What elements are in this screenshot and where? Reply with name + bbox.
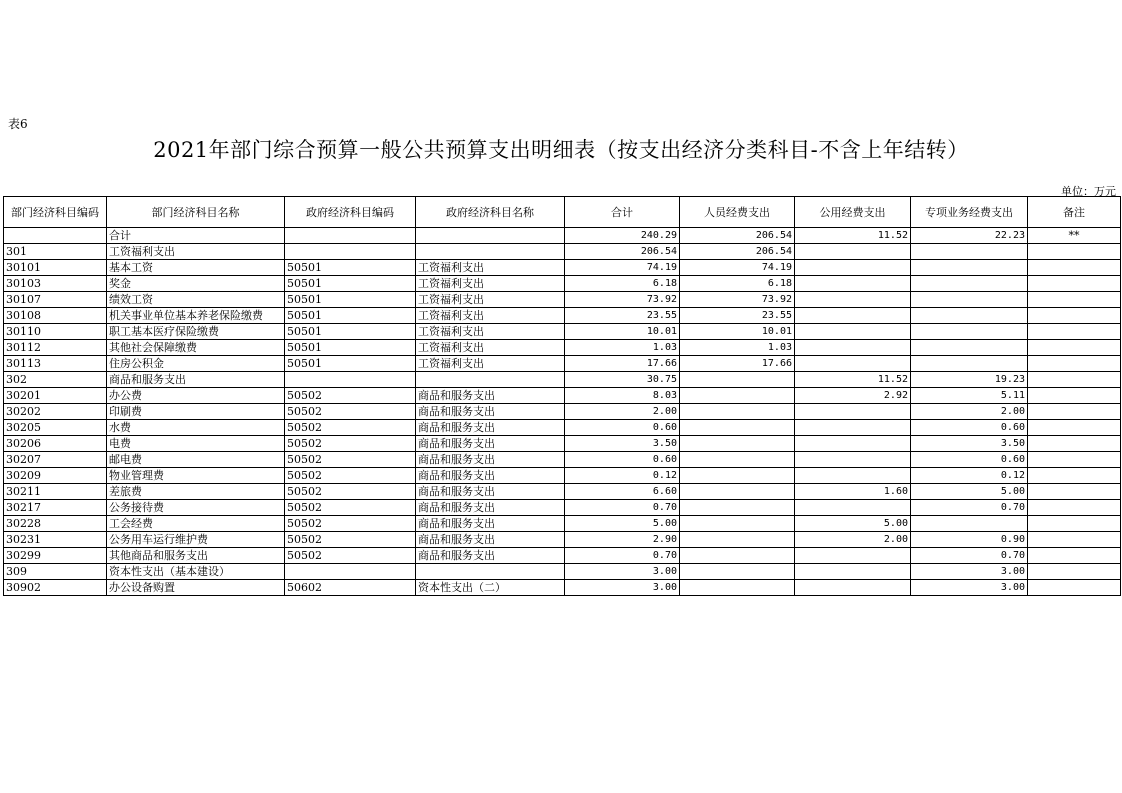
header-total: 合计 (565, 197, 680, 228)
cell-special: 0.60 (911, 452, 1028, 468)
cell-public (795, 452, 911, 468)
cell-dept-name: 电费 (107, 436, 285, 452)
cell-note (1028, 564, 1121, 580)
cell-gov-name: 工资福利支出 (416, 260, 565, 276)
cell-dept-name: 资本性支出（基本建设） (107, 564, 285, 580)
cell-personnel (680, 452, 795, 468)
cell-public (795, 276, 911, 292)
cell-gov-code: 50502 (285, 436, 416, 452)
table-number: 表6 (8, 117, 28, 131)
cell-gov-code: 50501 (285, 292, 416, 308)
table-row (4, 500, 1121, 516)
table-row (4, 436, 1121, 452)
cell-total: 2.00 (565, 404, 680, 420)
budget-table (3, 196, 1121, 596)
cell-dept-code: 30231 (4, 532, 107, 548)
cell-gov-code (285, 564, 416, 580)
table-row (4, 580, 1121, 596)
cell-public (795, 548, 911, 564)
cell-gov-code (285, 244, 416, 260)
cell-total: 0.12 (565, 468, 680, 484)
cell-public: 5.00 (795, 516, 911, 532)
cell-special: 22.23 (911, 228, 1028, 244)
cell-public (795, 244, 911, 260)
cell-gov-name (416, 228, 565, 244)
cell-dept-code: 30217 (4, 500, 107, 516)
cell-gov-code: 50602 (285, 580, 416, 596)
cell-gov-name: 工资福利支出 (416, 276, 565, 292)
cell-note (1028, 404, 1121, 420)
cell-dept-name: 差旅费 (107, 484, 285, 500)
cell-personnel: 23.55 (680, 308, 795, 324)
cell-dept-name: 合计 (107, 228, 285, 244)
cell-special (911, 276, 1028, 292)
header-row (4, 197, 1121, 228)
cell-gov-name: 商品和服务支出 (416, 468, 565, 484)
cell-special: 3.00 (911, 564, 1028, 580)
table-row (4, 452, 1121, 468)
cell-total: 3.00 (565, 580, 680, 596)
cell-dept-code: 30108 (4, 308, 107, 324)
cell-gov-name: 工资福利支出 (416, 308, 565, 324)
cell-public: 1.60 (795, 484, 911, 500)
cell-total: 17.66 (565, 356, 680, 372)
cell-note (1028, 276, 1121, 292)
cell-public (795, 340, 911, 356)
cell-special: 3.00 (911, 580, 1028, 596)
table-row (4, 388, 1121, 404)
cell-public: 2.92 (795, 388, 911, 404)
cell-gov-name: 工资福利支出 (416, 292, 565, 308)
cell-personnel: 206.54 (680, 228, 795, 244)
cell-total: 5.00 (565, 516, 680, 532)
cell-personnel (680, 500, 795, 516)
header-personnel: 人员经费支出 (680, 197, 795, 228)
table-row (4, 356, 1121, 372)
cell-note (1028, 452, 1121, 468)
category-row (4, 564, 1121, 580)
cell-gov-name (416, 564, 565, 580)
cell-gov-code: 50502 (285, 468, 416, 484)
cell-dept-code: 30101 (4, 260, 107, 276)
cell-gov-code (285, 372, 416, 388)
header-special: 专项业务经费支出 (911, 197, 1028, 228)
header-gov-name: 政府经济科目名称 (416, 197, 565, 228)
cell-dept-code: 302 (4, 372, 107, 388)
cell-total: 3.50 (565, 436, 680, 452)
cell-dept-name: 办公费 (107, 388, 285, 404)
cell-public (795, 404, 911, 420)
table-body (4, 228, 1121, 596)
table-row (4, 484, 1121, 500)
cell-gov-name (416, 372, 565, 388)
table-row (4, 532, 1121, 548)
cell-dept-name: 其他社会保障缴费 (107, 340, 285, 356)
cell-note (1028, 532, 1121, 548)
table-row (4, 340, 1121, 356)
table-row (4, 516, 1121, 532)
cell-total: 23.55 (565, 308, 680, 324)
cell-special (911, 324, 1028, 340)
cell-dept-code: 309 (4, 564, 107, 580)
cell-note (1028, 244, 1121, 260)
cell-note (1028, 468, 1121, 484)
cell-gov-name: 商品和服务支出 (416, 484, 565, 500)
cell-note (1028, 388, 1121, 404)
cell-gov-name: 商品和服务支出 (416, 436, 565, 452)
cell-public (795, 324, 911, 340)
cell-total: 0.60 (565, 452, 680, 468)
cell-gov-code: 50502 (285, 500, 416, 516)
cell-total: 10.01 (565, 324, 680, 340)
cell-public (795, 468, 911, 484)
cell-dept-name: 印刷费 (107, 404, 285, 420)
cell-gov-code: 50502 (285, 388, 416, 404)
cell-gov-code: 50502 (285, 516, 416, 532)
cell-dept-name: 住房公积金 (107, 356, 285, 372)
cell-dept-name: 公务接待费 (107, 500, 285, 516)
cell-special: 5.00 (911, 484, 1028, 500)
cell-note: ** (1028, 228, 1121, 244)
cell-dept-name: 基本工资 (107, 260, 285, 276)
cell-personnel (680, 468, 795, 484)
cell-gov-name: 工资福利支出 (416, 324, 565, 340)
cell-personnel (680, 516, 795, 532)
cell-special (911, 356, 1028, 372)
cell-note (1028, 548, 1121, 564)
cell-public: 11.52 (795, 372, 911, 388)
cell-dept-code: 301 (4, 244, 107, 260)
cell-dept-code: 30209 (4, 468, 107, 484)
cell-public (795, 292, 911, 308)
cell-note (1028, 292, 1121, 308)
table-row (4, 420, 1121, 436)
cell-special (911, 308, 1028, 324)
cell-gov-name: 商品和服务支出 (416, 452, 565, 468)
cell-public (795, 500, 911, 516)
cell-note (1028, 356, 1121, 372)
cell-note (1028, 260, 1121, 276)
cell-gov-code: 50501 (285, 276, 416, 292)
cell-dept-code: 30207 (4, 452, 107, 468)
cell-note (1028, 516, 1121, 532)
cell-gov-code: 50501 (285, 308, 416, 324)
category-row (4, 244, 1121, 260)
cell-dept-name: 水费 (107, 420, 285, 436)
cell-note (1028, 324, 1121, 340)
header-gov-code: 政府经济科目编码 (285, 197, 416, 228)
cell-special: 0.60 (911, 420, 1028, 436)
cell-dept-code: 30206 (4, 436, 107, 452)
cell-special (911, 516, 1028, 532)
cell-gov-code (285, 228, 416, 244)
cell-public (795, 436, 911, 452)
cell-total: 0.70 (565, 500, 680, 516)
cell-dept-name: 邮电费 (107, 452, 285, 468)
cell-personnel (680, 564, 795, 580)
cell-dept-name: 职工基本医疗保险缴费 (107, 324, 285, 340)
cell-gov-name: 商品和服务支出 (416, 548, 565, 564)
cell-note (1028, 372, 1121, 388)
cell-note (1028, 340, 1121, 356)
cell-gov-name: 资本性支出（二） (416, 580, 565, 596)
cell-dept-name: 绩效工资 (107, 292, 285, 308)
cell-public (795, 564, 911, 580)
cell-personnel: 6.18 (680, 276, 795, 292)
cell-special: 0.70 (911, 500, 1028, 516)
table-row (4, 468, 1121, 484)
cell-total: 1.03 (565, 340, 680, 356)
cell-personnel (680, 532, 795, 548)
category-row (4, 372, 1121, 388)
cell-dept-code (4, 228, 107, 244)
cell-special: 19.23 (911, 372, 1028, 388)
cell-public (795, 356, 911, 372)
cell-gov-name: 商品和服务支出 (416, 420, 565, 436)
cell-special (911, 292, 1028, 308)
cell-gov-name (416, 244, 565, 260)
cell-dept-code: 30112 (4, 340, 107, 356)
cell-dept-code: 30205 (4, 420, 107, 436)
cell-personnel: 10.01 (680, 324, 795, 340)
cell-public (795, 260, 911, 276)
page-title: 2021年部门综合预算一般公共预算支出明细表（按支出经济分类科目-不含上年结转） (153, 138, 969, 162)
cell-total: 6.60 (565, 484, 680, 500)
cell-dept-code: 30902 (4, 580, 107, 596)
cell-personnel (680, 580, 795, 596)
table-row (4, 276, 1121, 292)
cell-public (795, 420, 911, 436)
cell-dept-name: 工会经费 (107, 516, 285, 532)
cell-note (1028, 308, 1121, 324)
cell-personnel: 73.92 (680, 292, 795, 308)
cell-public (795, 308, 911, 324)
cell-personnel (680, 388, 795, 404)
cell-dept-code: 30201 (4, 388, 107, 404)
cell-special: 0.70 (911, 548, 1028, 564)
cell-gov-name: 工资福利支出 (416, 356, 565, 372)
table-row (4, 548, 1121, 564)
cell-note (1028, 500, 1121, 516)
cell-gov-name: 商品和服务支出 (416, 388, 565, 404)
table-row (4, 260, 1121, 276)
cell-dept-name: 奖金 (107, 276, 285, 292)
cell-special: 2.00 (911, 404, 1028, 420)
cell-personnel: 17.66 (680, 356, 795, 372)
cell-dept-code: 30103 (4, 276, 107, 292)
cell-note (1028, 420, 1121, 436)
cell-personnel (680, 548, 795, 564)
cell-note (1028, 484, 1121, 500)
unit-label: 单位：万元 (1061, 185, 1116, 198)
cell-total: 2.90 (565, 532, 680, 548)
cell-personnel (680, 372, 795, 388)
cell-gov-code: 50501 (285, 356, 416, 372)
cell-total: 74.19 (565, 260, 680, 276)
cell-gov-name: 工资福利支出 (416, 340, 565, 356)
cell-special: 0.90 (911, 532, 1028, 548)
cell-special (911, 340, 1028, 356)
cell-dept-name: 公务用车运行维护费 (107, 532, 285, 548)
header-note: 备注 (1028, 197, 1121, 228)
cell-gov-code: 50502 (285, 420, 416, 436)
table-row (4, 308, 1121, 324)
cell-total: 206.54 (565, 244, 680, 260)
cell-dept-code: 30110 (4, 324, 107, 340)
cell-public (795, 580, 911, 596)
header-public: 公用经费支出 (795, 197, 911, 228)
cell-dept-code: 30228 (4, 516, 107, 532)
cell-dept-code: 30113 (4, 356, 107, 372)
cell-gov-name: 商品和服务支出 (416, 500, 565, 516)
cell-gov-code: 50501 (285, 340, 416, 356)
cell-gov-code: 50502 (285, 532, 416, 548)
cell-dept-name: 办公设备购置 (107, 580, 285, 596)
cell-gov-code: 50502 (285, 452, 416, 468)
cell-total: 73.92 (565, 292, 680, 308)
total-row (4, 228, 1121, 244)
cell-personnel (680, 404, 795, 420)
cell-personnel: 74.19 (680, 260, 795, 276)
cell-total: 240.29 (565, 228, 680, 244)
cell-gov-code: 50502 (285, 548, 416, 564)
cell-dept-name: 其他商品和服务支出 (107, 548, 285, 564)
cell-gov-name: 商品和服务支出 (416, 516, 565, 532)
cell-dept-name: 工资福利支出 (107, 244, 285, 260)
table-row (4, 324, 1121, 340)
cell-special (911, 244, 1028, 260)
cell-dept-code: 30299 (4, 548, 107, 564)
cell-gov-code: 50501 (285, 324, 416, 340)
cell-personnel: 206.54 (680, 244, 795, 260)
cell-gov-name: 商品和服务支出 (416, 532, 565, 548)
cell-dept-code: 30107 (4, 292, 107, 308)
cell-gov-code: 50501 (285, 260, 416, 276)
cell-gov-name: 商品和服务支出 (416, 404, 565, 420)
cell-total: 0.60 (565, 420, 680, 436)
cell-total: 3.00 (565, 564, 680, 580)
cell-dept-code: 30211 (4, 484, 107, 500)
cell-dept-name: 机关事业单位基本养老保险缴费 (107, 308, 285, 324)
cell-total: 8.03 (565, 388, 680, 404)
cell-note (1028, 436, 1121, 452)
header-dept-name: 部门经济科目名称 (107, 197, 285, 228)
cell-personnel (680, 436, 795, 452)
cell-total: 30.75 (565, 372, 680, 388)
cell-special: 0.12 (911, 468, 1028, 484)
header-dept-code: 部门经济科目编码 (4, 197, 107, 228)
table-row (4, 404, 1121, 420)
cell-total: 0.70 (565, 548, 680, 564)
cell-personnel (680, 484, 795, 500)
cell-gov-code: 50502 (285, 404, 416, 420)
cell-personnel (680, 420, 795, 436)
cell-dept-code: 30202 (4, 404, 107, 420)
cell-special (911, 260, 1028, 276)
cell-note (1028, 580, 1121, 596)
cell-gov-code: 50502 (285, 484, 416, 500)
cell-special: 5.11 (911, 388, 1028, 404)
cell-public: 2.00 (795, 532, 911, 548)
cell-total: 6.18 (565, 276, 680, 292)
cell-dept-name: 商品和服务支出 (107, 372, 285, 388)
cell-personnel: 1.03 (680, 340, 795, 356)
cell-special: 3.50 (911, 436, 1028, 452)
cell-dept-name: 物业管理费 (107, 468, 285, 484)
table-row (4, 292, 1121, 308)
cell-public: 11.52 (795, 228, 911, 244)
